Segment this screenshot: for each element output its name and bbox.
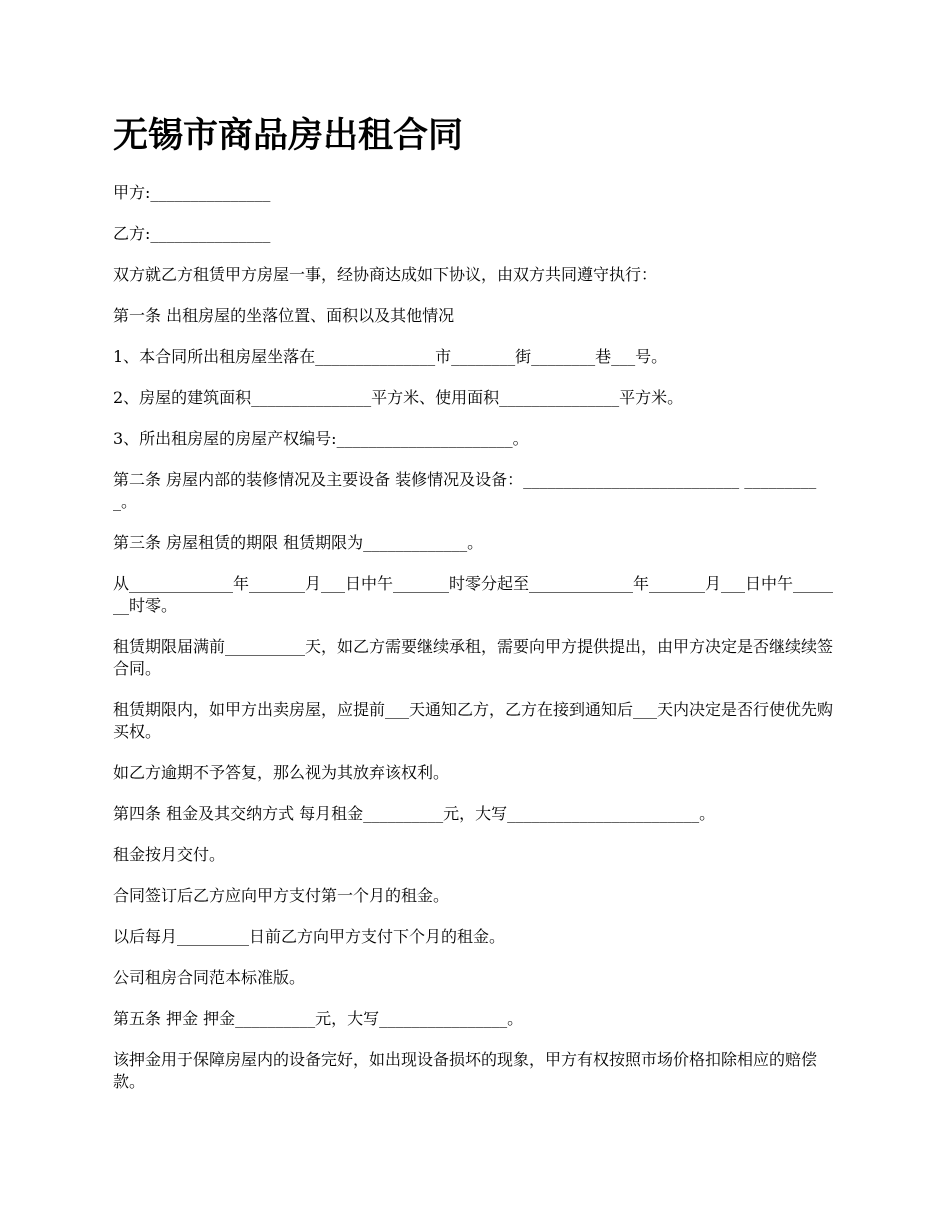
party-b-line: 乙方:_______________ (113, 224, 271, 243)
article-2: 第二条 房屋内部的装修情况及主要设备 装修情况及设备：___________________________ __________。 (113, 470, 817, 511)
article-1-heading: 第一条 出租房屋的坐落位置、面积以及其他情况 (113, 306, 455, 325)
party-a-line: 甲方:_______________ (113, 183, 271, 202)
article-4: 第四条 租金及其交纳方式 每月租金__________元，大写________________________。 (113, 804, 716, 823)
waiver-clause: 如乙方逾期不予答复，那么视为其放弃该权利。 (113, 763, 450, 782)
monthly-payment-line: 以后每月_________日前乙方向甲方支付下个月的租金。 (113, 927, 506, 946)
document-page (113, 110, 840, 1112)
first-month-rent-line: 合同签订后乙方应向甲方支付第一个月的租金。 (113, 886, 450, 905)
template-note: 公司租房合同范本标准版。 (113, 968, 306, 987)
article-3: 第三条 房屋租赁的期限 租赁期限为_____________。 (113, 533, 484, 552)
article-1-clause-2: 2、房屋的建筑面积_______________平方米、使用面积_______________平方米。 (113, 388, 684, 407)
article-1-clause-1: 1、本合同所出租房屋坐落在_______________市________街________巷___号。 (113, 347, 668, 366)
renewal-clause: 租赁期限届满前__________天，如乙方需要继续承租，需要向甲方提供提出，由甲方决定是否继续续签合同。 (113, 637, 834, 678)
agreement-intro: 双方就乙方租赁甲方房屋一事，经协商达成如下协议，由双方共同遵守执行： (113, 265, 658, 284)
article-1-clause-3: 3、所出租房屋的房屋产权编号:______________________。 (113, 429, 529, 448)
article-5: 第五条 押金 押金__________元，大写________________。 (113, 1009, 524, 1028)
deposit-usage-clause: 该押金用于保障房屋内的设备完好，如出现设备损坏的现象，甲方有权按照市场价格扣除相应的赔偿款。 (113, 1050, 818, 1091)
rent-monthly-line: 租金按月交付。 (113, 845, 226, 864)
priority-purchase-clause: 租赁期限内，如甲方出卖房屋，应提前___天通知乙方，乙方在接到通知后___天内决定是否行使优先购买权。 (113, 700, 834, 741)
document-title: 无锡市商品房出租合同 (113, 115, 464, 156)
lease-period-line: 从_____________年_______月___日中午_______时零分起至_____________年_______月___日中午_______时零。 (113, 574, 834, 615)
